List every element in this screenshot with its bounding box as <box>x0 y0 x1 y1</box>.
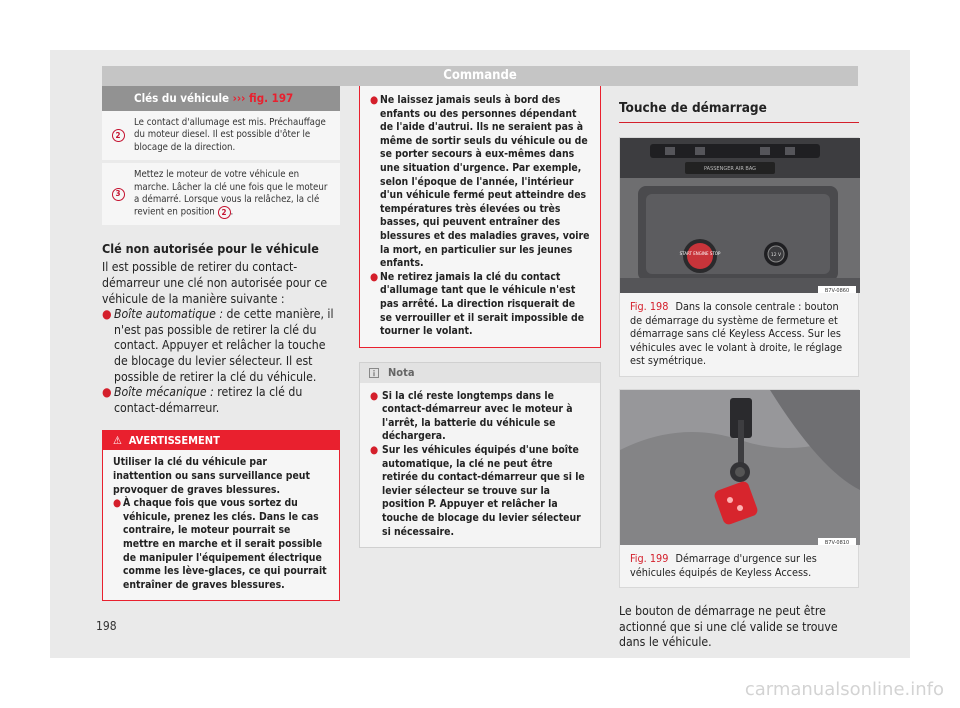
table-row <box>102 163 340 225</box>
table-row <box>102 111 340 163</box>
center-console-photo <box>620 138 860 293</box>
table-header-label: Clés du véhicule <box>134 91 230 105</box>
list-item: ● Boîte mécanique : retirez la clé du contact-démarreur. <box>102 385 303 415</box>
watermark: carmanualsonline.info <box>744 679 944 700</box>
table-header <box>102 86 340 111</box>
warning-text: Utiliser la clé du véhicule par inattention ou sans surveillance peut provoquer de graves blessures. <box>113 456 310 496</box>
svg-text:B7V-0860: B7V-0860 <box>824 288 850 293</box>
list-item: ● Sur les véhicules équipés d'une boîte automatique, la clé ne peut être retirée du contact-démarreur que si le levier sélecteur se trouve sur la position P. Appuyer et relâcher la touche de blocage du levier sélecteur si nécessaire. <box>370 444 585 538</box>
svg-text:START ENGINE STOP: START ENGINE STOP <box>679 251 721 256</box>
page-header: Commande <box>102 66 858 86</box>
bullet-icon: ● <box>102 385 112 400</box>
svg-text:12 V: 12 V <box>770 253 782 258</box>
table-cell-text: Le contact d'allumage est mis. Préchauffage du moteur diesel. Il est possible d'ôter le blocage de la direction. <box>134 117 326 153</box>
bullet-icon: ● <box>102 307 112 322</box>
bullet-icon: ● <box>370 270 379 283</box>
page-number: 198 <box>96 619 117 633</box>
list-item: ● Ne laissez jamais seuls à bord des enfants ou des personnes dépendant de l'aide d'autrui. Ils ne seraient pas à même de sortir seuls du véhicule ou de se porter secours à eux-mêmes dans une situation d'urgence. Par exemple, selon l'époque de l'année, l'intérieur d'un véhicule fermé peut atteindre des températures très élevées ou très basses, qui peuvent entraîner des blessures et des maladies graves, voire la mort, en particulier sur les jeunes enfants. <box>370 94 590 270</box>
note-header: Nota <box>360 363 600 383</box>
emergency-start-photo <box>620 390 860 545</box>
figure-number: Fig. 198 <box>630 300 669 313</box>
key-positions-table <box>102 86 340 225</box>
figure-number: Fig. 199 <box>630 551 669 565</box>
position-number-badge: 3 <box>112 188 125 201</box>
column-left <box>102 86 340 601</box>
unauthorized-key-section <box>102 241 340 416</box>
section-heading: Clé non autorisée pour le véhicule <box>102 241 319 257</box>
warning-box <box>102 430 340 601</box>
bullet-icon: ● <box>370 444 379 457</box>
note-box <box>359 362 601 549</box>
position-number-badge: 2 <box>112 129 125 142</box>
table-cell-text: Mettez le moteur de votre véhicule en marche. Lâcher la clé une fois que le moteur a démarré. Lorsque vous la relâchez, la clé revient en position 2 . <box>134 169 328 218</box>
warning-header: ⚠ AVERTISSEMENT <box>103 431 339 450</box>
figure-reference-link[interactable]: ››› fig. 197 <box>232 91 294 105</box>
paragraph: Le bouton de démarrage ne peut être actionné que si une clé valide se trouve dans le véhicule. <box>619 604 838 650</box>
warning-triangle-icon: ⚠ <box>113 434 122 448</box>
figure-caption: Fig. 198 Dans la console centrale : bouton de démarrage du système de fermeture et démarrage sans clé Keyless Access. Sur les véhicules avec le volant à droite, le réglage est symétrique. <box>630 300 843 368</box>
bullet-icon: ● <box>370 389 379 402</box>
list-item: ● Boîte automatique : de cette manière, il n'est pas possible de retirer la clé du contact. Appuyer et relâcher la touche de blocage du levier sélecteur. Il est possible de retirer la clé du véhicule. <box>102 307 334 384</box>
figure-199 <box>619 389 859 588</box>
svg-text:B7V-0810: B7V-0810 <box>824 539 850 545</box>
inline-position-badge: 2 <box>218 206 231 219</box>
svg-text:PASSENGER AIR BAG: PASSENGER AIR BAG <box>703 166 757 172</box>
column-middle <box>359 86 601 548</box>
figure-caption: Fig. 199 Démarrage d'urgence sur les véhicules équipés de Keyless Access. <box>630 551 817 579</box>
bullet-icon: ● <box>370 94 379 106</box>
list-item: ● À chaque fois que vous sortez du véhicule, prenez les clés. Dans le cas contraire, le moteur pourrait se mettre en marche et il serait possible de manipuler l'équipement électrique comme les lève-glaces, ce qui pourrait entraîner de graves blessures. <box>113 497 327 591</box>
paragraph: Il est possible de retirer du contact-démarreur une clé non autorisée pour ce véhicule de la manière suivante : <box>102 260 328 306</box>
column-right <box>619 86 859 651</box>
list-item: ● Ne retirez jamais la clé du contact d'allumage tant que le véhicule n'est pas arrêté. La direction risquerait de se verrouiller et il serait impossible de tourner le volant. <box>370 270 585 338</box>
warning-box-continued <box>359 86 601 348</box>
section-title: Touche de démarrage <box>619 100 859 123</box>
bullet-icon: ● <box>113 497 122 510</box>
info-icon <box>369 368 379 378</box>
figure-198 <box>619 137 859 377</box>
list-item: ● Si la clé reste longtemps dans le contact-démarreur avec le moteur à l'arrêt, la batterie du véhicule se déchargera. <box>370 389 573 443</box>
